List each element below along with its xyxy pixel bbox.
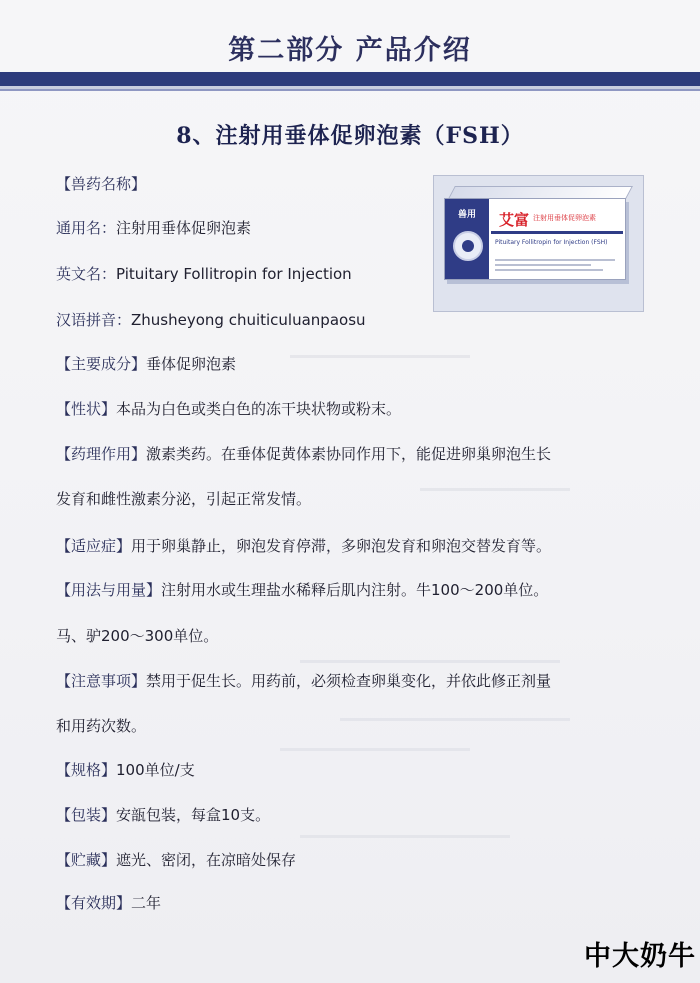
line-tag: 【贮藏】 bbox=[56, 851, 117, 869]
line-precautions-cont bbox=[56, 716, 146, 736]
line-value: Zhusheyong chuiticuluanpaosu bbox=[131, 311, 366, 329]
ghost-line bbox=[280, 748, 470, 751]
line-value: 发育和雌性激素分泌，引起正常发情。 bbox=[56, 490, 312, 508]
line-value: 和用药次数。 bbox=[56, 717, 147, 735]
ghost-line bbox=[290, 355, 470, 358]
line-properties bbox=[56, 399, 401, 419]
line-tag: 通用名： bbox=[56, 219, 117, 237]
ghost-line bbox=[340, 718, 570, 721]
line-tag: 英文名： bbox=[56, 265, 117, 283]
line-value: 本品为白色或类白色的冻干块状物或粉末。 bbox=[116, 400, 402, 418]
line-value: 垂体促卵泡素 bbox=[146, 355, 237, 373]
package-stripe bbox=[491, 231, 623, 234]
ghost-line bbox=[420, 488, 570, 491]
line-pharmacology bbox=[56, 444, 551, 464]
line-tag: 【注意事项】 bbox=[56, 672, 147, 690]
line-tag: 【兽药名称】 bbox=[56, 175, 147, 193]
line-validity bbox=[56, 893, 161, 913]
line-tag: 【适应症】 bbox=[56, 537, 132, 555]
line-tag: 【药理作用】 bbox=[56, 445, 147, 463]
line-value: 用于卵巢静止，卵泡发育停滞，多卵泡发育和卵泡交替发育等。 bbox=[131, 537, 552, 555]
product-package-photo bbox=[433, 175, 644, 312]
line-main-ingredient bbox=[56, 354, 236, 374]
line-dosage bbox=[56, 580, 548, 600]
package-side-band bbox=[445, 199, 489, 279]
line-value: 二年 bbox=[131, 894, 162, 912]
line-value: 注射用水或生理盐水稀释后肌内注射。牛100～200单位。 bbox=[161, 581, 549, 599]
package-subtitle: 注射用垂体促卵泡素 bbox=[533, 214, 596, 222]
line-value: 马、驴200～300单位。 bbox=[56, 627, 219, 645]
package-english-name: Pituitary Follitropin for Injection (FSH) bbox=[495, 239, 608, 246]
line-indications bbox=[56, 536, 551, 556]
section-title: 第二部分 产品介绍 bbox=[228, 35, 472, 66]
line-dosage-cont bbox=[56, 626, 218, 646]
line-generic-name bbox=[56, 218, 251, 238]
line-tag: 【规格】 bbox=[56, 761, 117, 779]
package-badge: 兽用 bbox=[457, 210, 476, 220]
line-tag: 【主要成分】 bbox=[56, 355, 147, 373]
line-value: 100单位/支 bbox=[116, 761, 195, 779]
ghost-line bbox=[300, 835, 510, 838]
header-band bbox=[0, 72, 700, 89]
line-value: Pituitary Follitropin for Injection bbox=[116, 265, 352, 283]
line-packaging bbox=[56, 805, 270, 825]
line-specification bbox=[56, 760, 195, 780]
line-vet-drug-name bbox=[56, 174, 146, 194]
line-storage bbox=[56, 850, 296, 870]
watermark: 中大奶牛 bbox=[584, 941, 696, 972]
line-value: 禁用于促生长。用药前，必须检查卵巢变化，并依此修正剂量 bbox=[146, 672, 552, 690]
line-pinyin bbox=[56, 310, 366, 330]
package-fine-print bbox=[495, 259, 615, 274]
ghost-line bbox=[300, 660, 560, 663]
package-brand: 艾富 bbox=[499, 211, 530, 229]
line-pharmacology-cont bbox=[56, 489, 311, 509]
line-tag: 【包装】 bbox=[56, 806, 117, 824]
company-logo-icon bbox=[453, 231, 483, 261]
line-precautions bbox=[56, 671, 551, 691]
line-value: 安瓿包装，每盒10支。 bbox=[116, 806, 271, 824]
line-english-name bbox=[56, 264, 352, 284]
line-tag: 【性状】 bbox=[56, 400, 117, 418]
line-value: 遮光、密闭，在凉暗处保存 bbox=[116, 851, 297, 869]
package-box bbox=[444, 198, 626, 280]
line-tag: 【有效期】 bbox=[56, 894, 132, 912]
product-title: 8、注射用垂体促卵泡素（FSH） bbox=[176, 123, 524, 149]
line-tag: 汉语拼音： bbox=[56, 311, 132, 329]
line-value: 激素类药。在垂体促黄体素协同作用下，能促进卵巢卵泡生长 bbox=[146, 445, 552, 463]
line-value: 注射用垂体促卵泡素 bbox=[116, 219, 252, 237]
line-tag: 【用法与用量】 bbox=[56, 581, 162, 599]
